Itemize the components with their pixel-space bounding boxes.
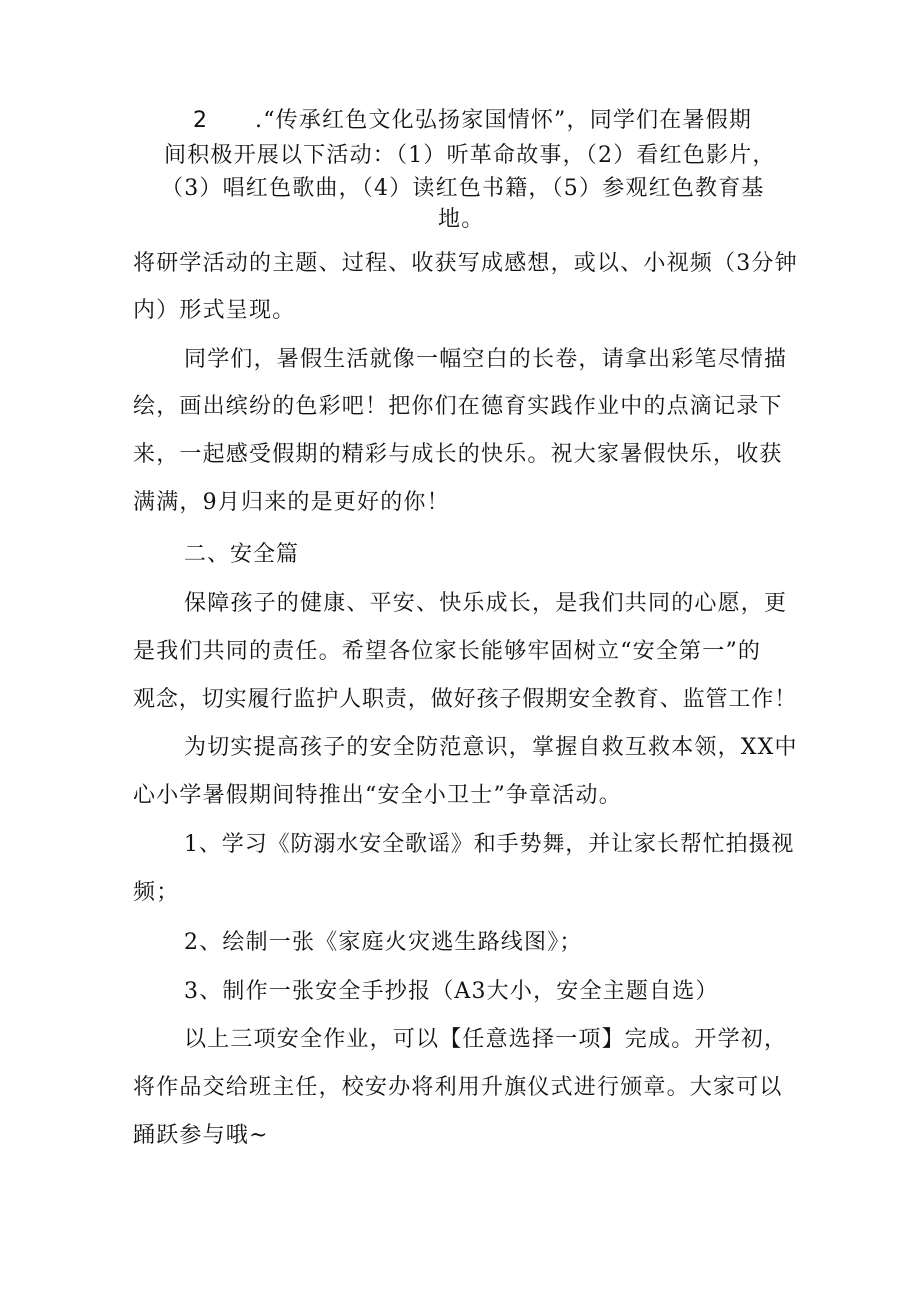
- item2-line-2: 间积极开展以下活动：（1）听革命故事，（2）看红色影片，: [164, 143, 776, 168]
- task-2: 2、绘制一张《家庭火灾逃生路线图》；: [184, 930, 583, 955]
- item2-line-3: （3）唱红色歌曲，（4）读红色书籍，（5）参观红色教育基: [161, 176, 765, 201]
- task-1-line-1: 1、学习《防溺水安全歌谣》和手势舞，并让家长帮忙拍摄视: [184, 832, 795, 857]
- final-line-3: 踊跃参与哦~: [133, 1123, 269, 1148]
- intro-line-1: 保障孩子的健康、平安、快乐成长，是我们共同的心愿，更: [184, 591, 788, 616]
- final-line-1: 以上三项安全作业，可以【任意选择一项】完成。开学初，: [184, 1027, 788, 1052]
- closing-line-1: 同学们，暑假生活就像一幅空白的长卷，请拿出彩笔尽情描: [184, 347, 788, 372]
- item-number: 2: [193, 108, 209, 133]
- activity-line-1: 为切实提高孩子的安全防范意识，掌握自救互救本领，XX中: [184, 735, 798, 760]
- summary-line-2: 内）形式呈现。: [133, 298, 296, 323]
- item2-line-4: 地。: [438, 207, 485, 232]
- activity-line-2: 心小学暑假期间特推出“安全小卫士”争章活动。: [133, 783, 622, 808]
- summary-line-1: 将研学活动的主题、过程、收获写成感想，或以、小视频（3分钟: [133, 251, 798, 276]
- task-3: 3、制作一张安全手抄报（A3大小，安全主题自选）: [184, 979, 719, 1004]
- closing-line-3: 来，一起感受假期的精彩与成长的快乐。祝大家暑假快乐，收获: [133, 442, 783, 467]
- intro-line-3: 观念，切实履行监护人职责，做好孩子假期安全教育、监管工作！: [133, 687, 798, 712]
- section-heading: 二、安全篇: [184, 542, 300, 567]
- closing-line-4: 满满，9月归来的是更好的你！: [133, 490, 450, 515]
- intro-line-2: 是我们共同的责任。希望各位家长能够牢固树立“安全第一”的: [133, 639, 762, 664]
- task-1-line-2: 频；: [133, 880, 180, 905]
- closing-line-2: 绘，画出缤纷的色彩吧！把你们在德育实践作业中的点滴记录下: [133, 394, 783, 419]
- final-line-2: 将作品交给班主任，校安办将利用升旗仪式进行颁章。大家可以: [133, 1075, 783, 1100]
- item2-line-1: .“传承红色文化弘扬家国情怀”，同学们在暑假期: [255, 108, 753, 133]
